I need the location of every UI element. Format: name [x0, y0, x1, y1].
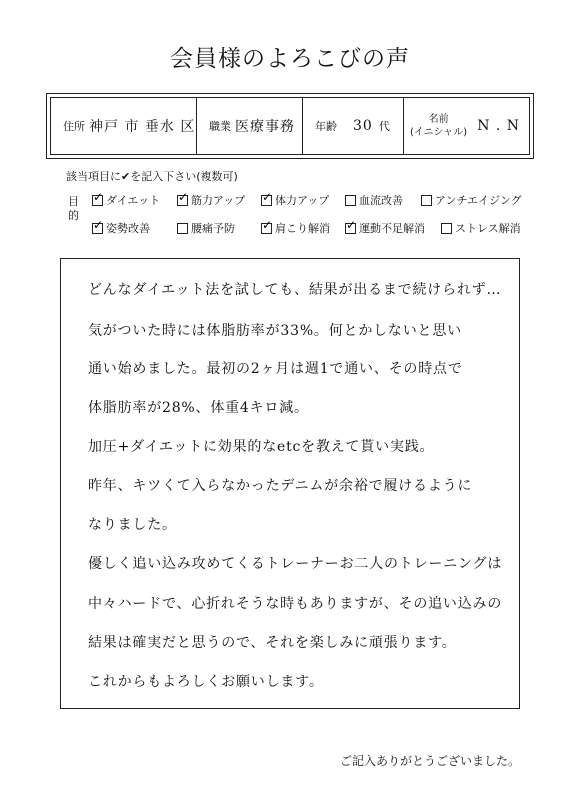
thank-you-note: ご記入ありがとうございました。 [340, 754, 521, 768]
age-cell [302, 98, 403, 154]
comment-line: 通い始めました。最初の2ヶ月は週1で通い、その時点で [88, 361, 463, 377]
checkbox-stamina[interactable] [261, 195, 272, 206]
option-label: 肩こり解消 [275, 222, 330, 235]
address-label: 住所 [63, 120, 85, 133]
job-cell [196, 98, 302, 154]
comment-line: どんなダイエット法を試しても、結果が出るまで続けられず… [88, 282, 502, 298]
option-muscle[interactable] [177, 192, 261, 208]
option-diet[interactable] [92, 192, 177, 208]
option-label: 運動不足解消 [359, 222, 425, 235]
name-value: N . N [477, 118, 521, 134]
option-label: 姿勢改善 [106, 222, 150, 235]
comment-line: 結果は確実だと思うので、それを楽しみに頑張ります。 [88, 635, 457, 651]
job-value: 医療事務 [235, 119, 295, 135]
name-label [410, 113, 467, 139]
address-value: 神戸 市 垂水 区 [89, 119, 196, 135]
checkbox-posture[interactable] [92, 223, 103, 234]
option-label: 腰痛予防 [191, 222, 235, 235]
option-label: 筋力アップ [191, 194, 246, 207]
option-label: アンチエイジング [435, 194, 522, 207]
comment-line: 優しく追い込み攻めてくるトレーナーお二人のトレーニングは [88, 556, 503, 572]
age-label: 年齢 [315, 120, 337, 133]
option-stress[interactable] [441, 220, 521, 236]
option-posture[interactable] [92, 220, 177, 236]
address-cell [51, 98, 196, 154]
option-lack-of-exercise[interactable] [345, 220, 441, 236]
name-label-sub: (イニシャル) [410, 127, 468, 138]
checkbox-diet[interactable] [92, 195, 103, 206]
comment-line: なりました。 [88, 517, 177, 533]
option-anti-aging[interactable] [421, 192, 522, 208]
comment-line: 中々ハードで、心折れそうな時もありますが、その追い込みの [88, 596, 503, 612]
checkbox-muscle[interactable] [177, 195, 188, 206]
checkbox-blood-flow[interactable] [345, 195, 356, 206]
purpose-side-label: 目的 [68, 195, 79, 222]
checkbox-stress[interactable] [441, 223, 452, 234]
checkbox-back-pain[interactable] [177, 223, 188, 234]
comment-line: これからもよろしくお願いします。 [88, 674, 324, 690]
option-back-pain[interactable] [177, 220, 261, 236]
comment-line: 加圧+ダイエットに効果的なetcを教えて貰い実践。 [88, 439, 435, 455]
job-label: 職業 [209, 120, 231, 133]
option-label: ダイエット [106, 194, 161, 207]
purpose-row-1 [92, 192, 522, 208]
checkbox-stiff-shoulders[interactable] [261, 223, 272, 234]
age-value: 30 [353, 118, 373, 134]
option-label: 血流改善 [359, 194, 403, 207]
name-label-main: 名前 [428, 114, 449, 125]
purpose-instruction: 該当項目に✔を記入下さい(複数可) [66, 170, 238, 183]
checkbox-anti-aging[interactable] [421, 195, 432, 206]
age-suffix: 代 [378, 120, 390, 133]
option-blood-flow[interactable] [345, 192, 421, 208]
info-table [50, 97, 530, 155]
option-stiff-shoulders[interactable] [261, 220, 345, 236]
comment-line: 体脂肪率が28%、体重4キロ減。 [88, 400, 309, 416]
option-label: 体力アップ [275, 194, 330, 207]
comment-line: 昨年、キツくて入らなかったデニムが余裕で履けるように [88, 478, 473, 494]
name-cell [403, 98, 529, 154]
page-title: 会員様のよろこびの声 [170, 46, 410, 72]
purpose-row-2 [92, 220, 521, 236]
comment-line: 気がついた時には体脂肪率が33%。何とかしないと思い [88, 323, 462, 339]
option-stamina[interactable] [261, 192, 345, 208]
checkbox-lack-of-exercise[interactable] [345, 223, 356, 234]
option-label: ストレス解消 [455, 222, 521, 235]
